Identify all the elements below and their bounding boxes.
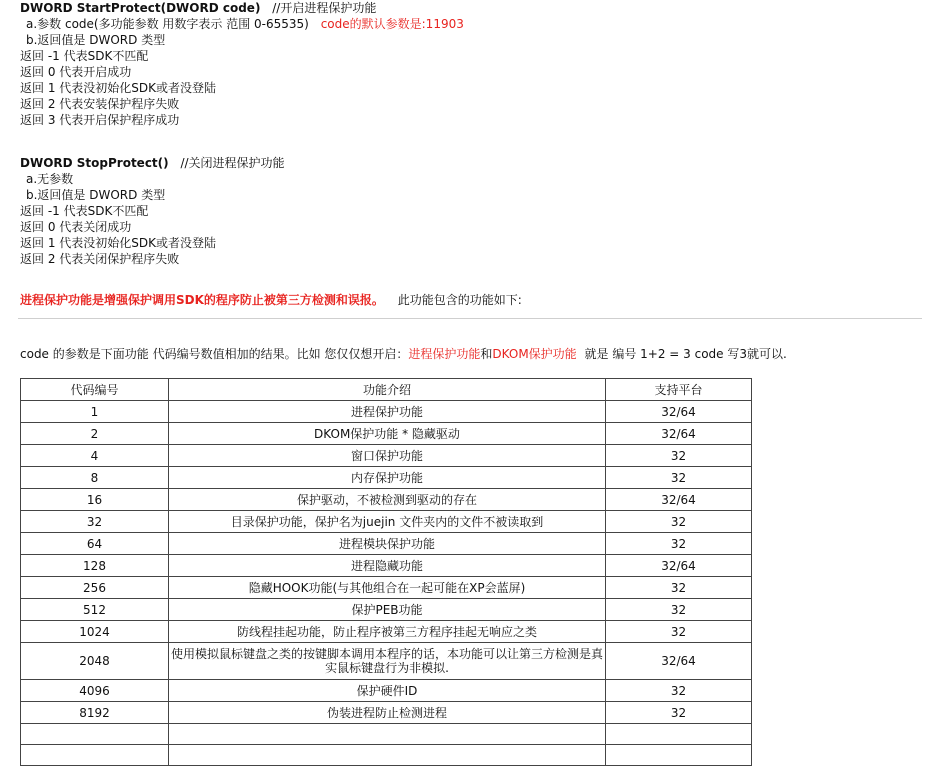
start-protect-return-line: 返回 2 代表安装保护程序失败 — [20, 97, 180, 111]
cell-code: 256 — [21, 577, 169, 599]
table-row — [21, 467, 752, 489]
column-header-function: 功能介绍 — [169, 379, 606, 401]
cell-function: 保护硬件ID — [169, 680, 606, 702]
explain-part2: 就是 编号 1+2 = 3 code 写3就可以. — [584, 347, 787, 361]
cell-empty — [169, 745, 606, 766]
stop-protect-return-type: b.返回值是 DWORD 类型 — [26, 188, 166, 202]
cell-platform: 32 — [606, 511, 752, 533]
cell-code: 32 — [21, 511, 169, 533]
table-row — [21, 533, 752, 555]
start-protect-signature: DWORD StartProtect(DWORD code) — [20, 1, 261, 15]
cell-function: 保护PEB功能 — [169, 599, 606, 621]
column-header-code: 代码编号 — [21, 379, 169, 401]
cell-platform: 32/64 — [606, 555, 752, 577]
stop-protect-return-line: 返回 2 代表关闭保护程序失败 — [20, 252, 180, 266]
table-row — [21, 489, 752, 511]
notice-highlight: 进程保护功能是增强保护调用SDK的程序防止被第三方检测和误报。 — [20, 293, 384, 307]
column-header-platform: 支持平台 — [606, 379, 752, 401]
start-protect-param: a.参数 code(多功能参数 用数字表示 范围 0-65535) — [26, 17, 309, 31]
cell-code: 8 — [21, 467, 169, 489]
section-divider — [18, 318, 922, 319]
cell-code: 16 — [21, 489, 169, 511]
notice-rest: 此功能包含的功能如下: — [397, 293, 522, 307]
table-row — [21, 401, 752, 423]
cell-function: 内存保护功能 — [169, 467, 606, 489]
table-row — [21, 511, 752, 533]
start-protect-return-line: 返回 -1 代表SDK不匹配 — [20, 49, 149, 63]
stop-protect-return-line: 返回 -1 代表SDK不匹配 — [20, 204, 149, 218]
cell-code: 1 — [21, 401, 169, 423]
cell-platform: 32 — [606, 577, 752, 599]
cell-platform: 32 — [606, 467, 752, 489]
start-protect-return-line: 返回 1 代表没初始化SDK或者没登陆 — [20, 81, 216, 95]
cell-code: 4096 — [21, 680, 169, 702]
feature-notice — [20, 292, 522, 308]
cell-empty — [606, 745, 752, 766]
function-table — [20, 378, 752, 766]
stop-protect-section — [20, 155, 285, 267]
cell-code: 1024 — [21, 621, 169, 643]
cell-platform: 32/64 — [606, 643, 752, 680]
cell-function: 进程隐藏功能 — [169, 555, 606, 577]
cell-code: 64 — [21, 533, 169, 555]
cell-code: 8192 — [21, 702, 169, 724]
code-explanation — [20, 346, 787, 362]
start-protect-return-type: b.返回值是 DWORD 类型 — [26, 33, 166, 47]
cell-platform: 32 — [606, 680, 752, 702]
cell-code: 128 — [21, 555, 169, 577]
start-protect-section — [20, 0, 464, 128]
table-header-row — [21, 379, 752, 401]
explain-red-dkom: DKOM保护功能 — [492, 347, 577, 361]
table-row — [21, 445, 752, 467]
cell-empty — [21, 724, 169, 745]
stop-protect-param: a.无参数 — [26, 172, 74, 186]
stop-protect-comment: //关闭进程保护功能 — [180, 156, 285, 170]
stop-protect-signature: DWORD StopProtect() — [20, 156, 169, 170]
cell-platform: 32/64 — [606, 401, 752, 423]
cell-function: 进程模块保护功能 — [169, 533, 606, 555]
cell-function: DKOM保护功能 * 隐藏驱动 — [169, 423, 606, 445]
start-protect-return-line: 返回 0 代表开启成功 — [20, 65, 132, 79]
cell-empty — [606, 724, 752, 745]
cell-function: 防线程挂起功能，防止程序被第三方程序挂起无响应之类 — [169, 621, 606, 643]
cell-function: 伪装进程防止检测进程 — [169, 702, 606, 724]
table-row — [21, 621, 752, 643]
explain-and: 和 — [480, 347, 493, 361]
cell-function: 隐藏HOOK功能(与其他组合在一起可能在XP会蓝屏) — [169, 577, 606, 599]
cell-function: 使用模拟鼠标键盘之类的按键脚本调用本程序的话，本功能可以让第三方检测是真实鼠标键盘行为非模拟. — [169, 643, 606, 680]
cell-platform: 32 — [606, 599, 752, 621]
table-row — [21, 680, 752, 702]
cell-code: 2048 — [21, 643, 169, 680]
cell-platform: 32 — [606, 445, 752, 467]
cell-empty — [169, 724, 606, 745]
explain-red-process: 进程保护功能 — [408, 347, 481, 361]
table-row-empty — [21, 724, 752, 745]
cell-platform: 32/64 — [606, 423, 752, 445]
cell-code: 512 — [21, 599, 169, 621]
start-protect-comment: //开启进程保护功能 — [272, 1, 377, 15]
start-protect-return-line: 返回 3 代表开启保护程序成功 — [20, 113, 180, 127]
table-row — [21, 577, 752, 599]
explain-part1: code 的参数是下面功能 代码编号数值相加的结果。比如 您仅仅想开启： — [20, 347, 409, 361]
start-protect-default-param: code的默认参数是:11903 — [320, 17, 464, 31]
table-row — [21, 423, 752, 445]
cell-platform: 32 — [606, 702, 752, 724]
stop-protect-return-line: 返回 0 代表关闭成功 — [20, 220, 132, 234]
cell-code: 4 — [21, 445, 169, 467]
table-row — [21, 599, 752, 621]
cell-function: 目录保护功能，保护名为juejin 文件夹内的文件不被读取到 — [169, 511, 606, 533]
cell-function: 窗口保护功能 — [169, 445, 606, 467]
table-row-empty — [21, 745, 752, 766]
cell-platform: 32 — [606, 621, 752, 643]
table-row — [21, 702, 752, 724]
cell-platform: 32 — [606, 533, 752, 555]
table-row — [21, 643, 752, 680]
cell-function: 保护驱动，不被检测到驱动的存在 — [169, 489, 606, 511]
table-row — [21, 555, 752, 577]
cell-code: 2 — [21, 423, 169, 445]
stop-protect-return-line: 返回 1 代表没初始化SDK或者没登陆 — [20, 236, 216, 250]
cell-function: 进程保护功能 — [169, 401, 606, 423]
cell-empty — [21, 745, 169, 766]
cell-platform: 32/64 — [606, 489, 752, 511]
